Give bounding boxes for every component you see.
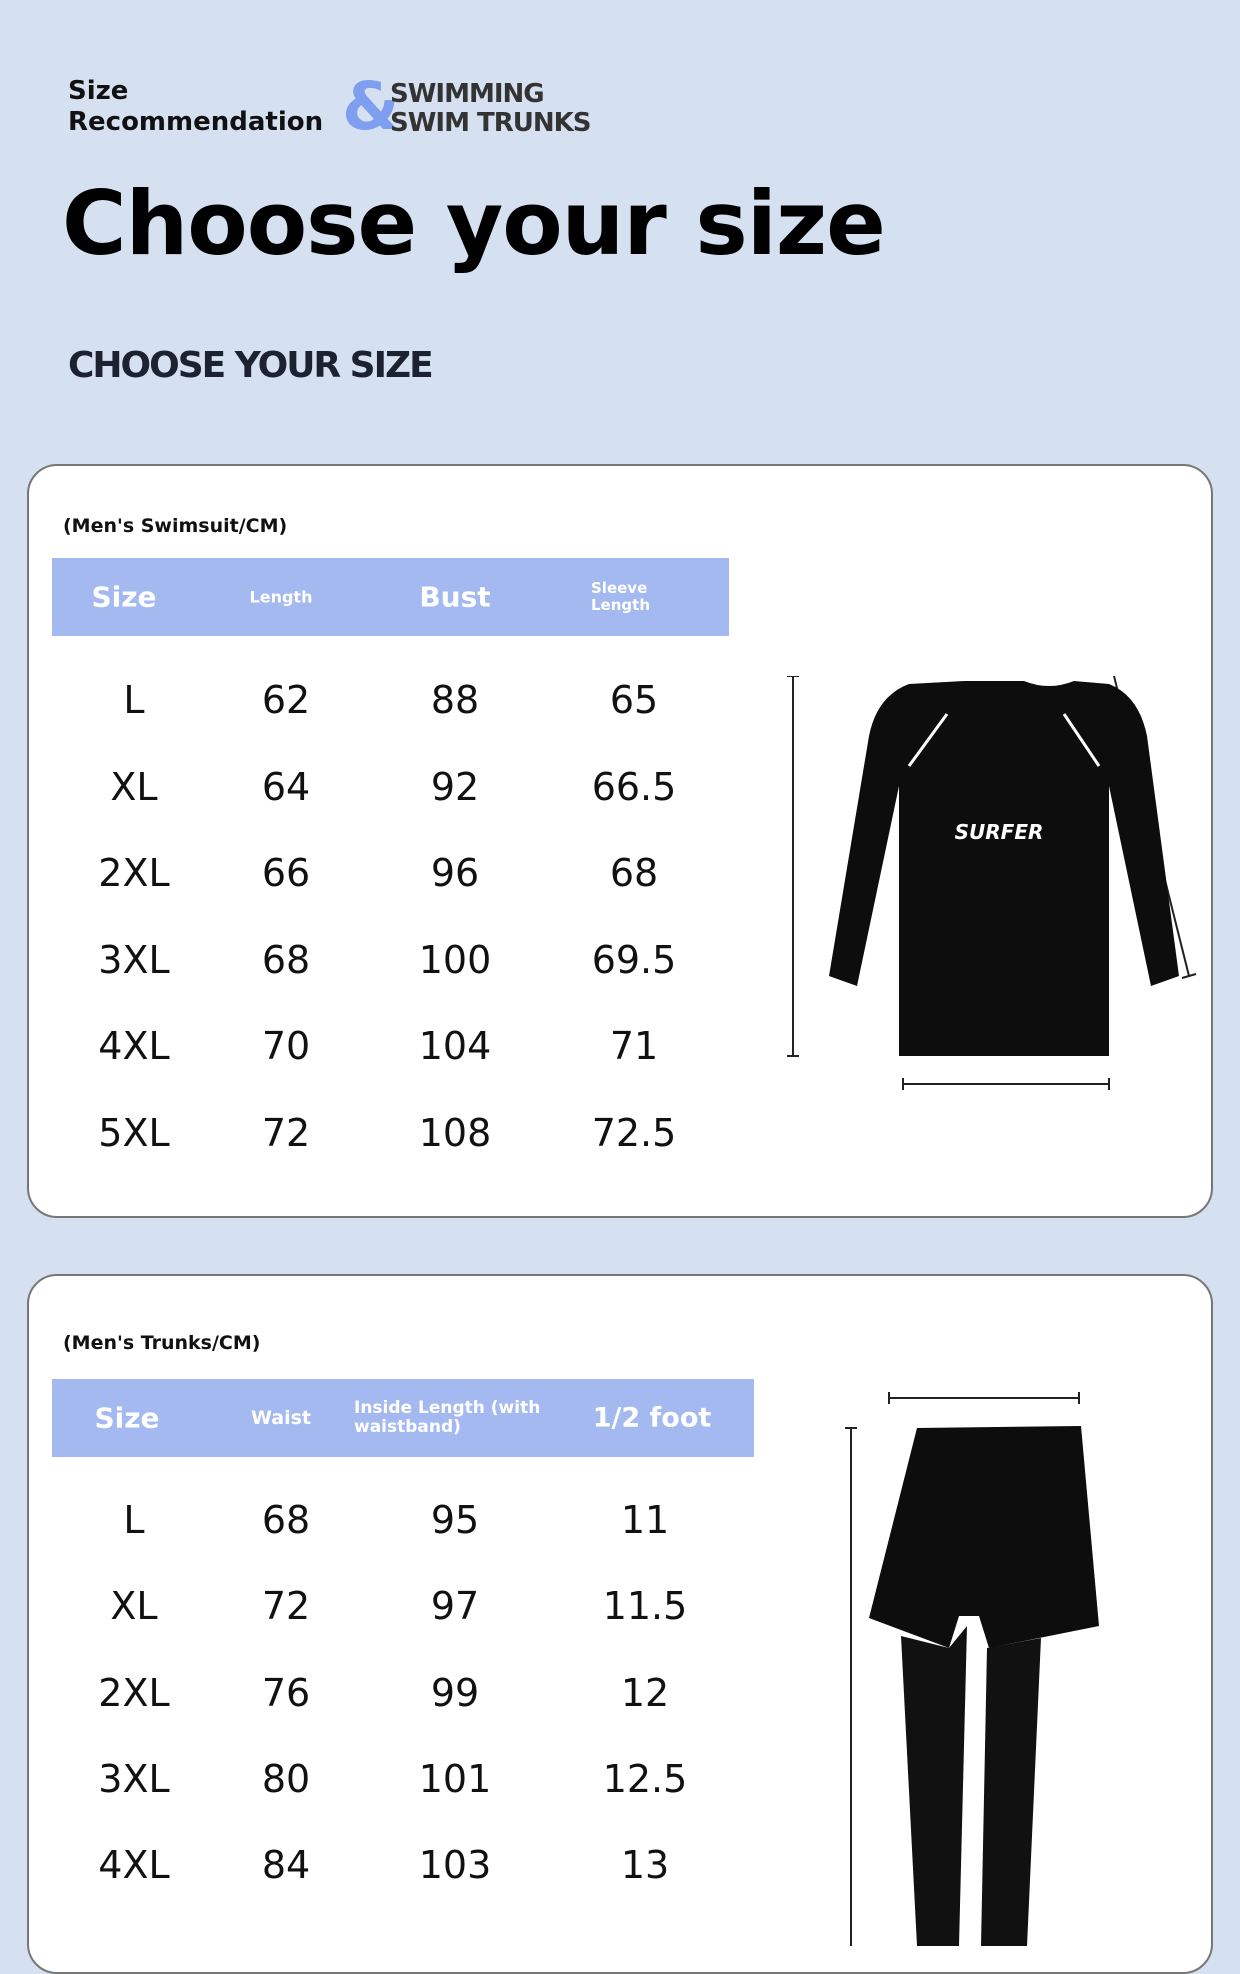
measurement-cell: 11.5 (602, 1584, 688, 1629)
measurement-cell: 76 (261, 1670, 311, 1715)
trunks-caption: (Men's Trunks/CM) (63, 1332, 261, 1354)
measurement-cell: 68 (261, 937, 311, 982)
measurement-cell: 95 (430, 1498, 480, 1542)
ampersand-logo: & (342, 68, 400, 145)
brand-label (390, 80, 591, 138)
size-cell: XL (110, 1584, 158, 1629)
measurement-cell: 68 (609, 851, 659, 895)
size-cell: 2XL (98, 1670, 170, 1715)
shirt-shape (829, 681, 1179, 1056)
measurement-cell: 72 (261, 1584, 311, 1629)
measurement-cell: 12 (620, 1670, 670, 1715)
leggings-shape (901, 1626, 1041, 1946)
measurement-cell: 68 (261, 1498, 311, 1542)
page-subtitle: CHOOSE YOUR SIZE (68, 345, 432, 386)
measurement-cell: 62 (261, 678, 311, 722)
col-sleeve-length: Sleeve Length (591, 579, 650, 614)
col-bust: Bust (419, 580, 491, 614)
col-half-foot: 1/2 foot (592, 1402, 712, 1434)
measurement-cell: 65 (609, 678, 659, 722)
measurement-cell: 71 (609, 1024, 659, 1068)
shirt-print: SURFER (954, 820, 1044, 844)
label-line: Recommendation (68, 107, 324, 137)
size-cell: 3XL (98, 937, 170, 982)
measurement-cell: 96 (430, 851, 480, 895)
swimsuit-size-card (27, 464, 1213, 1218)
shirt-illustration (759, 676, 1219, 1116)
size-cell: 4XL (98, 1024, 170, 1068)
measurement-cell: 100 (418, 937, 492, 982)
measurement-cell: 12.5 (602, 1756, 688, 1801)
size-cell: 3XL (98, 1756, 170, 1801)
measurement-cell: 80 (261, 1756, 311, 1801)
measurement-cell: 97 (430, 1584, 480, 1629)
shorts-shape (869, 1426, 1099, 1648)
label-line: Size (68, 76, 129, 106)
size-cell: 5XL (98, 1110, 170, 1155)
measurement-cell: 88 (430, 678, 480, 722)
size-cell: 2XL (98, 851, 170, 895)
measurement-cell: 103 (418, 1843, 492, 1888)
col-size: Size (94, 1401, 160, 1435)
col-size: Size (91, 580, 157, 614)
brand-line: SWIM TRUNKS (390, 108, 591, 138)
measurement-cell: 72 (261, 1110, 311, 1155)
measurement-cell: 13 (620, 1843, 670, 1888)
measurement-cell: 72.5 (591, 1110, 677, 1155)
measurement-cell: 101 (418, 1756, 492, 1801)
measurement-cell: 69.5 (591, 937, 677, 982)
measurement-cell: 64 (261, 764, 311, 809)
col-inside-length: Inside Length (with waistband) (354, 1398, 541, 1437)
col-waist: Waist (250, 1407, 312, 1429)
trunks-illustration (809, 1386, 1169, 1946)
size-cell: 4XL (98, 1843, 170, 1888)
trunks-table-header (52, 1379, 754, 1457)
col-length: Length (249, 587, 313, 607)
measurement-cell: 92 (430, 764, 480, 809)
swimsuit-caption: (Men's Swimsuit/CM) (63, 515, 288, 537)
measurement-cell: 70 (261, 1024, 311, 1068)
size-cell: XL (110, 764, 158, 809)
measurement-cell: 66 (261, 851, 311, 895)
size-cell: L (123, 678, 145, 722)
brand-line: SWIMMING (390, 79, 544, 109)
measurement-cell: 99 (430, 1670, 480, 1715)
measurement-cell: 84 (261, 1843, 311, 1888)
measurement-cell: 66.5 (591, 764, 677, 809)
size-cell: L (123, 1498, 145, 1542)
page-title: Choose your size (62, 172, 885, 275)
size-recommendation-label (68, 76, 323, 138)
measurement-cell: 104 (418, 1024, 492, 1068)
measurement-cell: 108 (418, 1110, 492, 1155)
swimsuit-table-header (52, 558, 729, 636)
measurement-cell: 11 (620, 1498, 670, 1542)
trunks-size-card (27, 1274, 1213, 1974)
